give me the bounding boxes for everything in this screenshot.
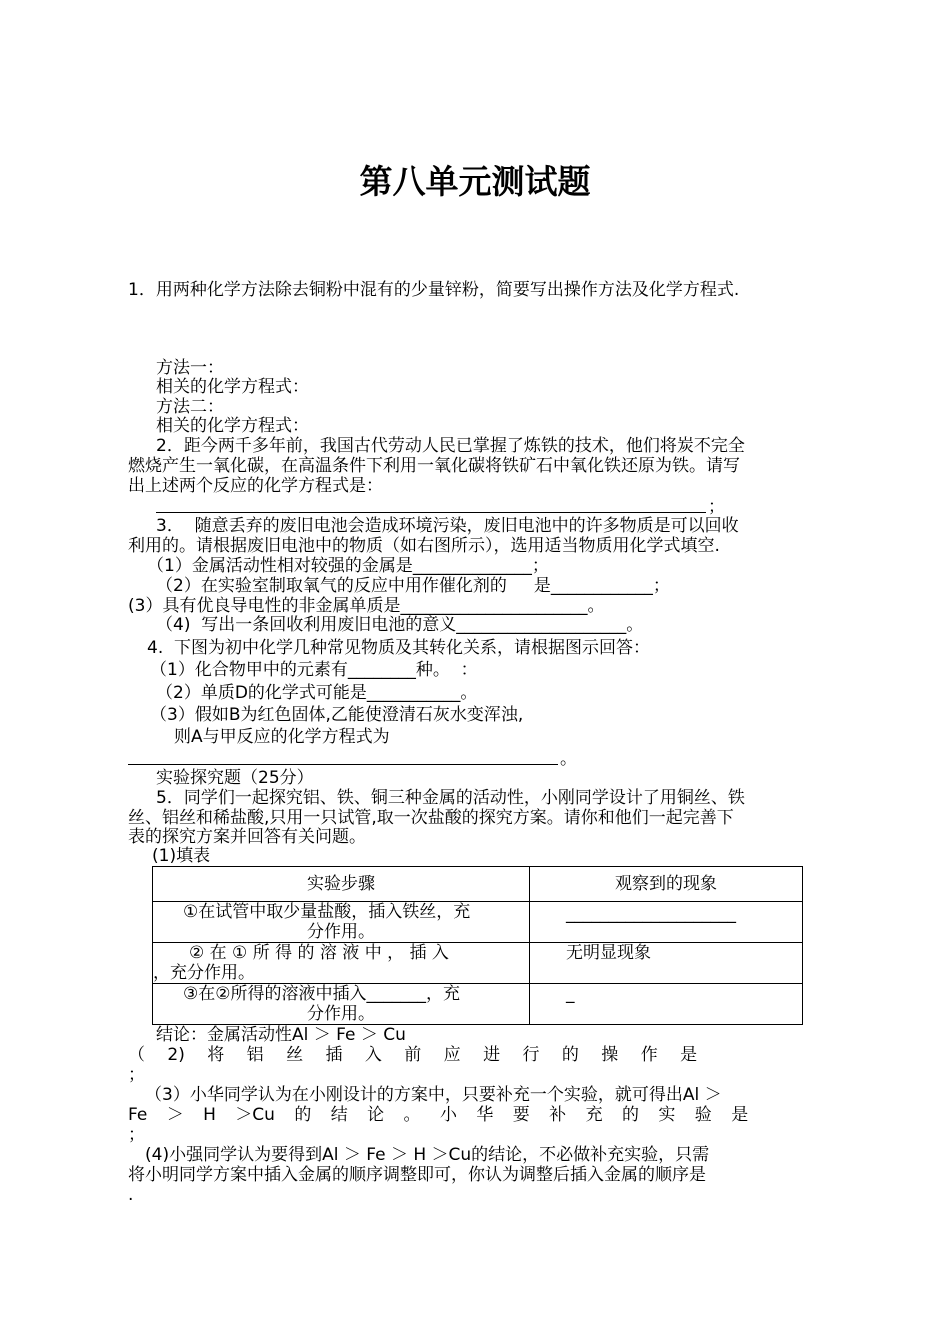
q3-part2: （2）在实验室制取氧气的反应中用作催化剂的 是____________； — [156, 576, 670, 596]
q4-part4: 则A与甲反应的化学方程式为 — [174, 727, 390, 747]
section-heading: 实验探究题（25分） — [156, 768, 314, 788]
q4-answer-blank — [128, 764, 558, 765]
q5-line2: 丝、铝丝和稀盐酸,只用一只试管,取一次盐酸的探究方案。请你和他们一起完善下 — [128, 808, 734, 828]
q1-method1: 方法一： — [156, 358, 224, 378]
step-cell — [153, 943, 530, 984]
q4-blank-end: 。 — [560, 749, 577, 769]
q4-part2: （2）单质D的化学式可能是___________。 — [156, 683, 478, 703]
table-row — [153, 984, 803, 1025]
q1-method2: 方法二： — [156, 397, 224, 417]
q5-fill-label: (1)填表 — [152, 846, 211, 866]
table-header-row — [153, 867, 803, 902]
step-text: ② 在 ① 所 得 的 溶 液 中 ， 插 入 — [189, 943, 449, 963]
observation-cell — [530, 943, 803, 984]
q4-part3: （3）假如B为红色固体,乙能使澄清石灰水变浑浊, — [150, 705, 524, 725]
q5-part2 — [128, 1045, 825, 1065]
q4-part1: （1）化合物甲中的元素有________种。 ： — [150, 660, 478, 680]
step-cell — [153, 902, 530, 943]
q5-line3: 表的探究方案并回答有关问题。 — [128, 827, 366, 847]
step-text: ③在②所得的溶液中插入_______，充 — [183, 984, 460, 1004]
table-row — [153, 943, 803, 984]
q5-part2-text: （ 2) 将 铝 丝 插 入 前 应 进 行 的 操 作 是 — [128, 1045, 698, 1065]
q4-line1: 4. 下图为初中化学几种常见物质及其转化关系，请根据图示回答： — [147, 638, 651, 658]
q5-conclusion: 结论：金属活动性Al ＞ Fe ＞ Cu — [156, 1025, 406, 1045]
step-text-cont: 分作用。 — [307, 1004, 375, 1024]
step-text: ①在试管中取少量盐酸，插入铁丝，充 — [183, 902, 471, 922]
q3-part1: （1）金属活动性相对较强的金属是______________； — [147, 556, 549, 576]
header-steps: 实验步骤 — [153, 867, 530, 902]
q5-line1: 5．同学们一起探究铝、铁、铜三种金属的活动性，小刚同学设计了用铜丝、铁 — [156, 788, 745, 808]
step-cell — [153, 984, 530, 1025]
q3-part3: (3）具有优良导电性的非金属单质是______________________。 — [128, 596, 605, 616]
q5-part3-end: ； — [128, 1125, 145, 1145]
experiment-table — [152, 866, 803, 1025]
q1-equation2: 相关的化学方程式： — [156, 416, 309, 436]
step-text-cont: 分作用。 — [307, 922, 375, 942]
q2-blank-end: ； — [708, 497, 725, 517]
q5-part4-line2: 将小明同学方案中插入金属的顺序调整即可，你认为调整后插入金属的顺序是 — [128, 1165, 706, 1185]
observation-text: 无明显现象 — [566, 943, 651, 963]
observation-cell — [530, 902, 803, 943]
q3-line2: 利用的。请根据废旧电池中的物质（如右图所示），选用适当物质用化学式填空. — [128, 536, 720, 556]
q3-part4: （4) 写出一条回收利用废旧电池的意义____________________。 — [156, 615, 644, 635]
header-observations: 观察到的现象 — [530, 867, 803, 902]
q2-line3: 出上述两个反应的化学方程式是： — [128, 476, 383, 496]
table-row — [153, 902, 803, 943]
q5-part3-line2: Fe ＞ H ＞Cu 的 结 论 。 小 华 要 补 充 的 实 验 是 — [128, 1105, 749, 1125]
observation-text: ____________________ — [566, 904, 736, 924]
q1-prompt: 1．用两种化学方法除去铜粉中混有的少量锌粉，简要写出操作方法及化学方程式. — [128, 280, 740, 300]
q5-part4-line1: (4)小强同学认为要得到Al ＞ Fe ＞ H ＞Cu的结论，不必做补充实验，只需 — [145, 1145, 710, 1165]
observation-text: _ — [566, 984, 575, 1004]
q2-answer-blank — [156, 512, 706, 513]
page-title: 第八单元测试题 — [359, 162, 591, 201]
observation-cell — [530, 984, 803, 1025]
q2-line2: 燃烧产生一氧化碳，在高温条件下利用一氧化碳将铁矿石中氧化铁还原为铁。请写 — [128, 456, 740, 476]
q3-line1: 3． 随意丢弃的废旧电池会造成环境污染，废旧电池中的许多物质是可以回收 — [156, 516, 739, 536]
q5-part4-end: . — [128, 1185, 134, 1205]
q1-equation1: 相关的化学方程式： — [156, 377, 309, 397]
step-text-cont: ，充分作用。 — [153, 963, 255, 983]
q5-part2-end: ； — [128, 1065, 145, 1085]
q5-part3-line1: （3）小华同学认为在小刚设计的方案中，只要补充一个实验，就可得出Al ＞ — [145, 1085, 722, 1105]
q2-line1: 2．距今两千多年前，我国古代劳动人民已掌握了炼铁的技术，他们将炭不完全 — [156, 436, 745, 456]
